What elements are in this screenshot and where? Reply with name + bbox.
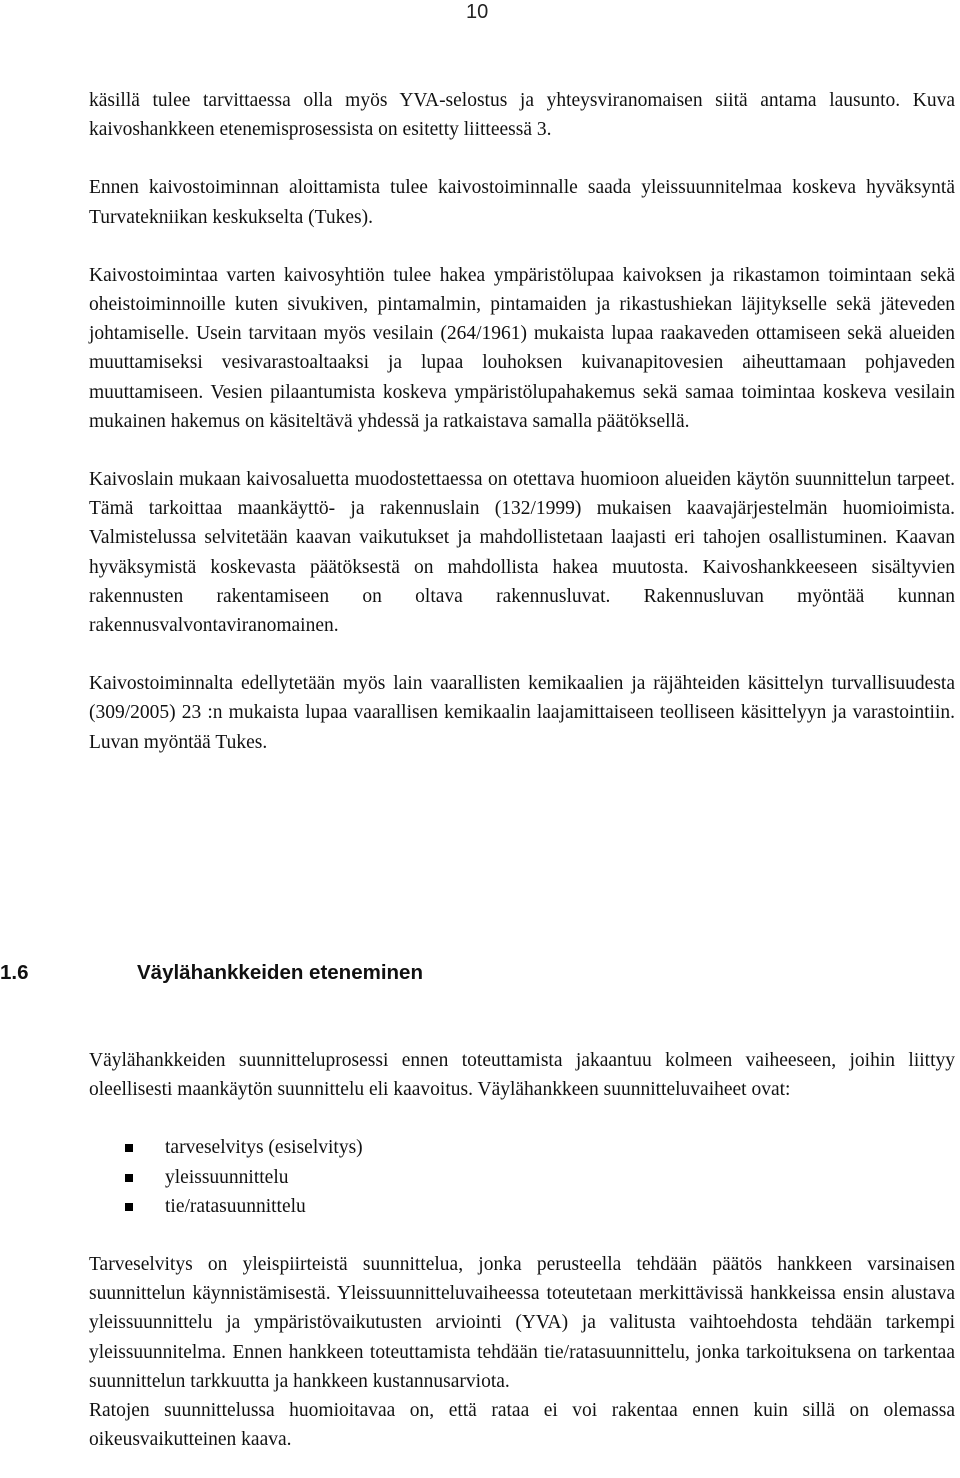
list-item: [89, 1192, 955, 1221]
paragraph-yva-statement: käsillä tulee tarvittaessa olla myös YVA-selostus ja yhteysviranomaisen siitä antama lausunto. Kuva kaivoshankkeen etenemisprosessista on esitetty liitteessä 3.: [89, 90, 955, 141]
section-title: Väylähankkeiden eteneminen: [137, 961, 423, 984]
list-item: [89, 1133, 955, 1162]
list-item-text: tarveselvitys (esiselvitys): [165, 1137, 363, 1159]
square-bullet-icon: [125, 1203, 133, 1211]
list-item-text: yleissuunnittelu: [165, 1166, 289, 1188]
list-item-text: tie/ratasuunnittelu: [165, 1195, 306, 1217]
paragraph-general-plan-approval: Ennen kaivostoiminnan aloittamista tulee kaivostoiminnalle saada yleissuunnitelmaa koskeva hyväksyntä Turvatekniikan keskukselta (Tukes).: [89, 177, 955, 228]
list-item: [89, 1163, 955, 1192]
section-intro: Väylähankkeiden suunnitteluprosessi ennen toteuttamista jakaantuu kolmeen vaiheeseen, joihin liittyy oleellisesti maankäytön suunnittelu eli kaavoitus. Väylähankkeen suunnitteluvaiheet ovat:: [89, 1050, 955, 1101]
section-body: [89, 1046, 955, 1454]
paragraph-mining-law-zoning: Kaivoslain mukaan kaivosaluetta muodostettaessa on otettava huomioon alueiden käytön suunnittelun tarpeet. Tämä tarkoittaa maankäyttö- ja rakennuslain (132/1999) mukaisen kaavajärjestelmän huomioimista. Valmistelussa selvitetään kaavan vaikutukset ja mahdollistetaan laajasti eri tahojen osallistuminen. Kaavan hyväksymistä koskevasta päätöksestä on mahdollista hakea muutosta. Kaivoshankkeeseen sisältyvien rakennusten rakentamiseen on oltava rakennusluvat. Rakennusluvan myöntää kunnan rakennusvalvontaviranomainen.: [89, 469, 955, 637]
section-number: 1.6: [0, 961, 29, 984]
planning-phases-list: [89, 1133, 955, 1221]
page-number: 10: [466, 1, 489, 23]
square-bullet-icon: [125, 1174, 133, 1182]
paragraph-railway-planning: Ratojen suunnittelussa huomioitavaa on, että rataa ei voi rakentaa ennen kuin sillä on olemassa oikeusvaikutteinen kaava.: [89, 1400, 955, 1451]
square-bullet-icon: [125, 1144, 133, 1152]
paragraph-environmental-permit: Kaivostoimintaa varten kaivosyhtiön tulee hakea ympäristölupaa kaivoksen ja rikastamon toimintaan sekä oheistoiminnoille kuten sivukiven, pintamalmin, pintamaiden ja rikastushiekan läjitykselle sekä jäteveden johtamiselle. Usein tarvitaan myös vesilain (264/1961) mukaista lupaa raakaveden ottamiseen sekä alueiden muuttamiseksi vesivarastoaltaaksi ja lupaa louhoksen kuivanapitovesien aiheuttamaan pohjaveden muuttamiseen. Vesien pilaantumista koskeva ympäristölupahakemus sekä samaa toimintaa koskeva vesilain mukainen hakemus on käsiteltävä yhdessä ja ratkaistava samalla päätöksellä.: [89, 264, 955, 432]
body-text: [89, 86, 955, 786]
paragraph-chemicals-permit: Kaivostoiminnalta edellytetään myös lain vaarallisten kemikaalien ja räjähteiden käsittelyn turvallisuudesta (309/2005) 23 :n mukaista lupaa vaarallisen kemikaalin laajamittaiseen teolliseen käsittelyyn ja varastointiin. Luvan myöntää Tukes.: [89, 673, 955, 753]
paragraph-needs-assessment: Tarveselvitys on yleispiirteistä suunnittelua, jonka perusteella tehdään päätös hankkeen varsinaisen suunnittelun käynnistämisestä. Yleissuunnitteluvaiheessa toteutetaan merkittävissä hankkeissa ensin alustava yleissuunnittelu ja ympäristövaikutusten arviointi (YVA) ja valitusta vaihtoehdosta tehdään tarkempi yleissuunnitelma. Ennen hankkeen toteuttamista tehdään tie/ratasuunnittelu, jonka tarkoituksena on tarkentaa suunnittelun tarkkuutta ja hankkeen kustannusarviota.: [89, 1254, 955, 1392]
